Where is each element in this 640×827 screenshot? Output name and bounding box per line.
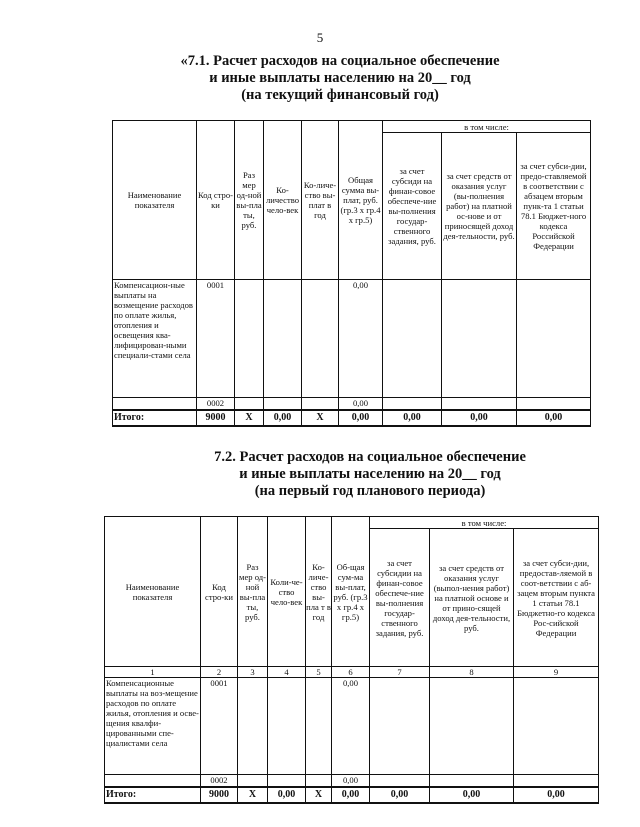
itogo-col8: 0,00: [430, 787, 514, 803]
row-code: 0001: [201, 678, 238, 775]
cell: [302, 280, 339, 398]
header-col3: Раз мер од-ной вы-пла ты, руб.: [235, 121, 264, 280]
itogo-col9: 0,00: [517, 410, 591, 426]
column-number: 5: [306, 667, 332, 678]
title-line: (на первый год планового периода): [254, 483, 486, 499]
itogo-col4: 0,00: [268, 787, 306, 803]
column-number: 9: [514, 667, 599, 678]
itogo-col7: 0,00: [383, 410, 442, 426]
row-total: 0,00: [339, 280, 383, 398]
column-number: 2: [201, 667, 238, 678]
itogo-label: Итого:: [105, 787, 201, 803]
cell: [235, 398, 264, 410]
header-col9: за счет субси-дии, предостав-ляемой в соот-ветствии с аб-зацем вторым пункта 1 статьи 78.1 Бюджетно-го кодекса Рос-сийской Федерации: [514, 529, 599, 667]
cell: [264, 280, 302, 398]
table-7-1: [112, 120, 591, 427]
cell: [306, 775, 332, 787]
cell: [105, 775, 201, 787]
itogo-col7: 0,00: [370, 787, 430, 803]
header-col5: Ко-личе-ство вы-пла т в год: [306, 517, 332, 667]
itogo-col4: 0,00: [264, 410, 302, 426]
header-group: в том числе:: [370, 517, 599, 529]
itogo-col8: 0,00: [442, 410, 517, 426]
title-line: 7.2. Расчет расходов на социальное обеспечение: [214, 449, 526, 465]
cell: [238, 775, 268, 787]
title-line: (на текущий финансовый год): [241, 87, 439, 103]
itogo-col5: X: [306, 787, 332, 803]
cell: [264, 398, 302, 410]
cell: [113, 398, 197, 410]
cell: [268, 678, 306, 775]
row-name: Компенсационные выплаты на воз-мещение расходов по оплате жилья, отопления и осве-щения квалфи-цированными спе-циалистами села: [105, 678, 201, 775]
cell: [514, 775, 599, 787]
section-title-7-2: [185, 449, 555, 500]
header-name: Наименование показателя: [105, 517, 201, 667]
column-number: 8: [430, 667, 514, 678]
row-total: 0,00: [332, 678, 370, 775]
itogo-col9: 0,00: [514, 787, 599, 803]
cell: [517, 280, 591, 398]
header-col5: Ко-личе-ство вы-плат в год: [302, 121, 339, 280]
cell: [442, 398, 517, 410]
header-col6: Общая сумма вы-плат, руб. (гр.3 х гр.4 х гр.5): [339, 121, 383, 280]
header-code: Код стро-ки: [197, 121, 235, 280]
cell: [370, 775, 430, 787]
column-number: 4: [268, 667, 306, 678]
column-number: 7: [370, 667, 430, 678]
column-number: 1: [105, 667, 201, 678]
header-col7: за счет субсиди на финан-совое обеспече-ние вы-полнения государ-ственного задания, руб.: [383, 133, 442, 280]
cell: [383, 398, 442, 410]
column-number: 3: [238, 667, 268, 678]
cell: [383, 280, 442, 398]
cell: [268, 775, 306, 787]
itogo-col3: X: [238, 787, 268, 803]
cell: [302, 398, 339, 410]
itogo-col6: 0,00: [332, 787, 370, 803]
header-name: Наименование показателя: [113, 121, 197, 280]
title-line: «7.1. Расчет расходов на социальное обеспечение: [180, 53, 500, 69]
cell: [442, 280, 517, 398]
page-number: 5: [316, 30, 324, 45]
header-code: Код стро-ки: [201, 517, 238, 667]
itogo-label: Итого:: [113, 410, 197, 426]
cell: [370, 678, 430, 775]
header-group: в том числе:: [383, 121, 591, 133]
cell: [306, 678, 332, 775]
cell: [430, 678, 514, 775]
column-number: 6: [332, 667, 370, 678]
section-title-7-1: [150, 53, 530, 104]
header-col4: Коли-че-ство чело-век: [268, 517, 306, 667]
row-code: 0002: [197, 398, 235, 410]
cell: [430, 775, 514, 787]
row-total: 0,00: [332, 775, 370, 787]
title-line: и иные выплаты населению на 20__ год: [209, 70, 471, 86]
cell: [517, 398, 591, 410]
header-col6: Об-щая сум-ма вы-плат, руб. (гр.3 х гр.4 х гр.5): [332, 517, 370, 667]
itogo-code: 9000: [201, 787, 238, 803]
itogo-code: 9000: [197, 410, 235, 426]
itogo-col3: X: [235, 410, 264, 426]
cell: [235, 280, 264, 398]
header-col8: за счет средств от оказания услуг (выпол-нения работ) на платной основе и от прино-сящей доход дея-тельности, руб.: [430, 529, 514, 667]
row-code: 0001: [197, 280, 235, 398]
row-total: 0,00: [339, 398, 383, 410]
header-col4: Ко-личество чело-век: [264, 121, 302, 280]
header-col7: за счет субсидии на финан-совое обеспече-ние вы-полнения государ-ственного задания, руб.: [370, 529, 430, 667]
cell: [514, 678, 599, 775]
header-col9: за счет субси-дии, предо-ставляемой в соответствии с абзацем вторым пунк-та 1 статьи 78.1 Бюджет-ного кодекса Российской Федерации: [517, 133, 591, 280]
table-7-2: [104, 516, 599, 804]
itogo-col6: 0,00: [339, 410, 383, 426]
row-code: 0002: [201, 775, 238, 787]
header-col8: за счет средств от оказания услуг (вы-полнения работ) на платной ос-нове и от приносящей доход дея-тельности, руб.: [442, 133, 517, 280]
header-col3: Раз мер од-ной вы-пла ты, руб.: [238, 517, 268, 667]
cell: [238, 678, 268, 775]
title-line: и иные выплаты населению на 20__ год: [239, 466, 501, 482]
itogo-col5: X: [302, 410, 339, 426]
row-name: Компенсацион-ные выплаты на возмещение расходов по оплате жилья, отопления и освещения ква-лифицирован-ными специали-стами села: [113, 280, 197, 398]
